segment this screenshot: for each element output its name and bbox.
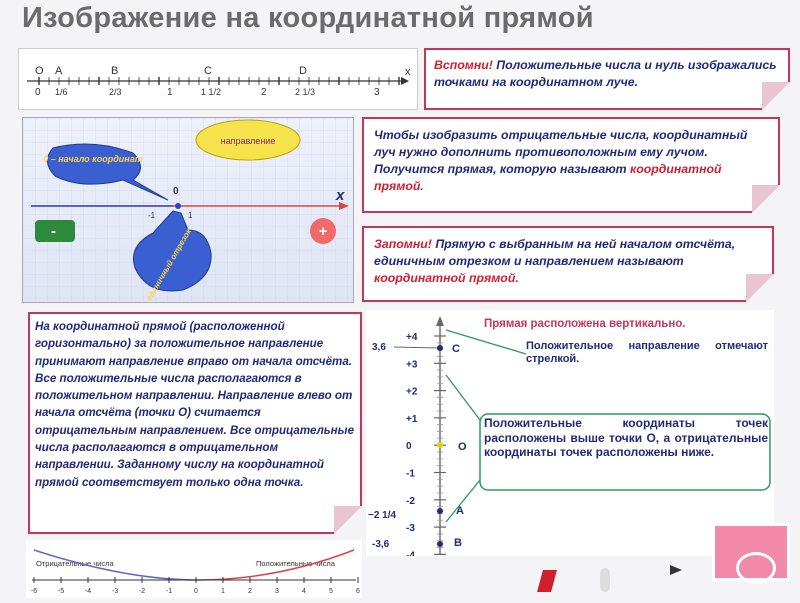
point-b-value: -3,6 <box>372 539 390 550</box>
diagram-zero: 0 <box>173 186 179 197</box>
vertical-line-svg <box>366 310 774 556</box>
bottom-tick-label: 5 <box>329 588 333 595</box>
arrow-note: Положительное направление отмечают стрелкой. <box>526 340 768 365</box>
bottom-number-line-panel <box>26 540 362 598</box>
diagram-svg <box>23 118 355 304</box>
point-a <box>437 508 443 514</box>
point-c-leader <box>394 347 438 348</box>
point-o-label: O <box>458 441 467 453</box>
bottom-number-line <box>26 540 362 598</box>
bottom-tick-label: -2 <box>138 588 146 595</box>
bottom-tick-label: -3 <box>111 588 119 595</box>
bottom-tick-label: -6 <box>30 588 38 595</box>
point-b <box>437 541 443 547</box>
memorize-text: Запомни! Прямую с выбранным на ней началом отсчёта, единичным отрезком и направлением называют координатной прямой. <box>374 237 736 285</box>
coords-note: Положительные координаты точек расположены выше точки О, а отрицательные координаты точек расположены ниже. <box>484 416 768 459</box>
bottom-tick-label: 2 <box>248 588 252 595</box>
description-text: На координатной прямой (расположенной горизонтально) за положительное направление принимают направление вправо от начала отсчёта. Все положительные числа располагаются в положительном направлении. Направление влево от начала отсчёта (точки О) считается отрицательным направлением. Все отрицательные числа располагаются в отрицательном направлении. Заданному числу на координатной прямой соответствует только одна точка. <box>35 320 355 489</box>
diagram-origin-point <box>175 203 181 209</box>
coordinate-ray-panel <box>18 48 418 110</box>
point-b-label: B <box>454 537 462 549</box>
vertical-tick-label: -2 <box>406 495 415 507</box>
ray-value-3: 3 <box>374 87 380 98</box>
pink-tile-circle <box>736 552 776 584</box>
ray-label-x: x <box>405 66 411 78</box>
line-text: Чтобы изобразить отрицательные числа, координатный луч нужно дополнить противоположным ему лучом. Получится прямая, которую называют координатной прямой. <box>374 128 748 193</box>
memorize-lead: Запомни! <box>374 237 432 251</box>
bottom-tick-label: 1 <box>221 588 225 595</box>
coordinate-ray <box>19 49 419 111</box>
bottom-tick-label: 3 <box>275 588 279 595</box>
vertical-title: Прямая расположена вертикально. <box>484 318 686 330</box>
ray-value-1: 1 <box>167 87 173 98</box>
ray-value-1-1-2: 1 1/2 <box>201 87 222 97</box>
vertical-tick-label: -1 <box>406 468 415 480</box>
remember-lead: Вспомни! <box>434 58 493 72</box>
ray-label-o: O <box>35 65 44 77</box>
line-highlight: координатной прямой. <box>374 162 722 193</box>
bottom-tick-label: -4 <box>84 588 92 595</box>
origin-text: 0 – начало координат <box>43 154 143 164</box>
diagram-x-label: x <box>336 187 345 204</box>
line-card <box>362 117 780 213</box>
ray-value-2-3: 2/3 <box>109 87 122 97</box>
point-o <box>437 442 443 448</box>
point-a-label: A <box>456 505 464 517</box>
negative-label: Отрицательные числа <box>36 559 114 568</box>
ray-label-a: A <box>55 65 63 77</box>
ray-label-c: C <box>204 65 212 77</box>
coords-note-pointer-up <box>446 375 480 420</box>
vertical-tick-label: +3 <box>406 359 418 371</box>
point-c <box>437 345 443 351</box>
minus-sign: - <box>51 223 56 240</box>
memorize-card <box>362 226 774 302</box>
positive-label: Положительные числа <box>256 559 335 568</box>
card-fold <box>334 506 362 534</box>
bottom-tick-label: 4 <box>302 588 306 595</box>
vertical-tick-label: +2 <box>406 386 418 398</box>
ray-arrow <box>401 77 409 85</box>
page-title: Изображение на координатной прямой <box>22 2 594 34</box>
memorize-highlight: координатной прямой. <box>374 271 519 285</box>
card-fold <box>762 82 790 110</box>
unit-text: единичный отрезок <box>144 227 194 303</box>
point-a-value: −2 1/4 <box>368 510 397 521</box>
bottom-tick-label: -5 <box>57 588 65 595</box>
vertical-tick-label: +1 <box>406 413 418 425</box>
ray-value-2-1-3: 2 1/3 <box>295 87 316 97</box>
ray-value-0: 0 <box>35 87 41 98</box>
ray-value-2: 2 <box>261 87 267 98</box>
diagram-panel <box>22 117 354 303</box>
bottom-tick-label: -1 <box>165 588 173 595</box>
ray-label-d: D <box>299 65 307 77</box>
card-fold <box>752 185 780 213</box>
vertical-tick-label: -3 <box>406 523 415 535</box>
bottom-tick-label: 6 <box>356 588 360 595</box>
vertical-tick-label: +4 <box>406 332 418 343</box>
description-card <box>28 312 362 534</box>
card-fold <box>746 274 774 302</box>
point-c-value: 3,6 <box>372 342 386 353</box>
direction-text: направление <box>220 136 276 146</box>
figure-icon <box>600 568 610 592</box>
remember-card <box>424 48 790 110</box>
ray-value-1-6: 1/6 <box>55 87 68 97</box>
vertical-line-panel <box>366 310 774 556</box>
arrow-shape <box>670 565 682 575</box>
vertical-arrow <box>436 316 444 326</box>
diagram-one: 1 <box>188 211 193 220</box>
point-c-label: C <box>452 343 460 355</box>
remember-text: Вспомни! Положительные числа и нуль изображались точками на координатном луче. <box>434 58 777 89</box>
ray-label-b: B <box>111 65 119 77</box>
bottom-tick-label: 0 <box>194 588 198 595</box>
plus-sign: + <box>318 223 328 240</box>
vertical-tick-label: 0 <box>406 441 412 453</box>
vertical-tick-label: -4 <box>406 550 415 556</box>
diagram-minus-one: -1 <box>148 211 156 220</box>
book-icon <box>537 570 557 592</box>
